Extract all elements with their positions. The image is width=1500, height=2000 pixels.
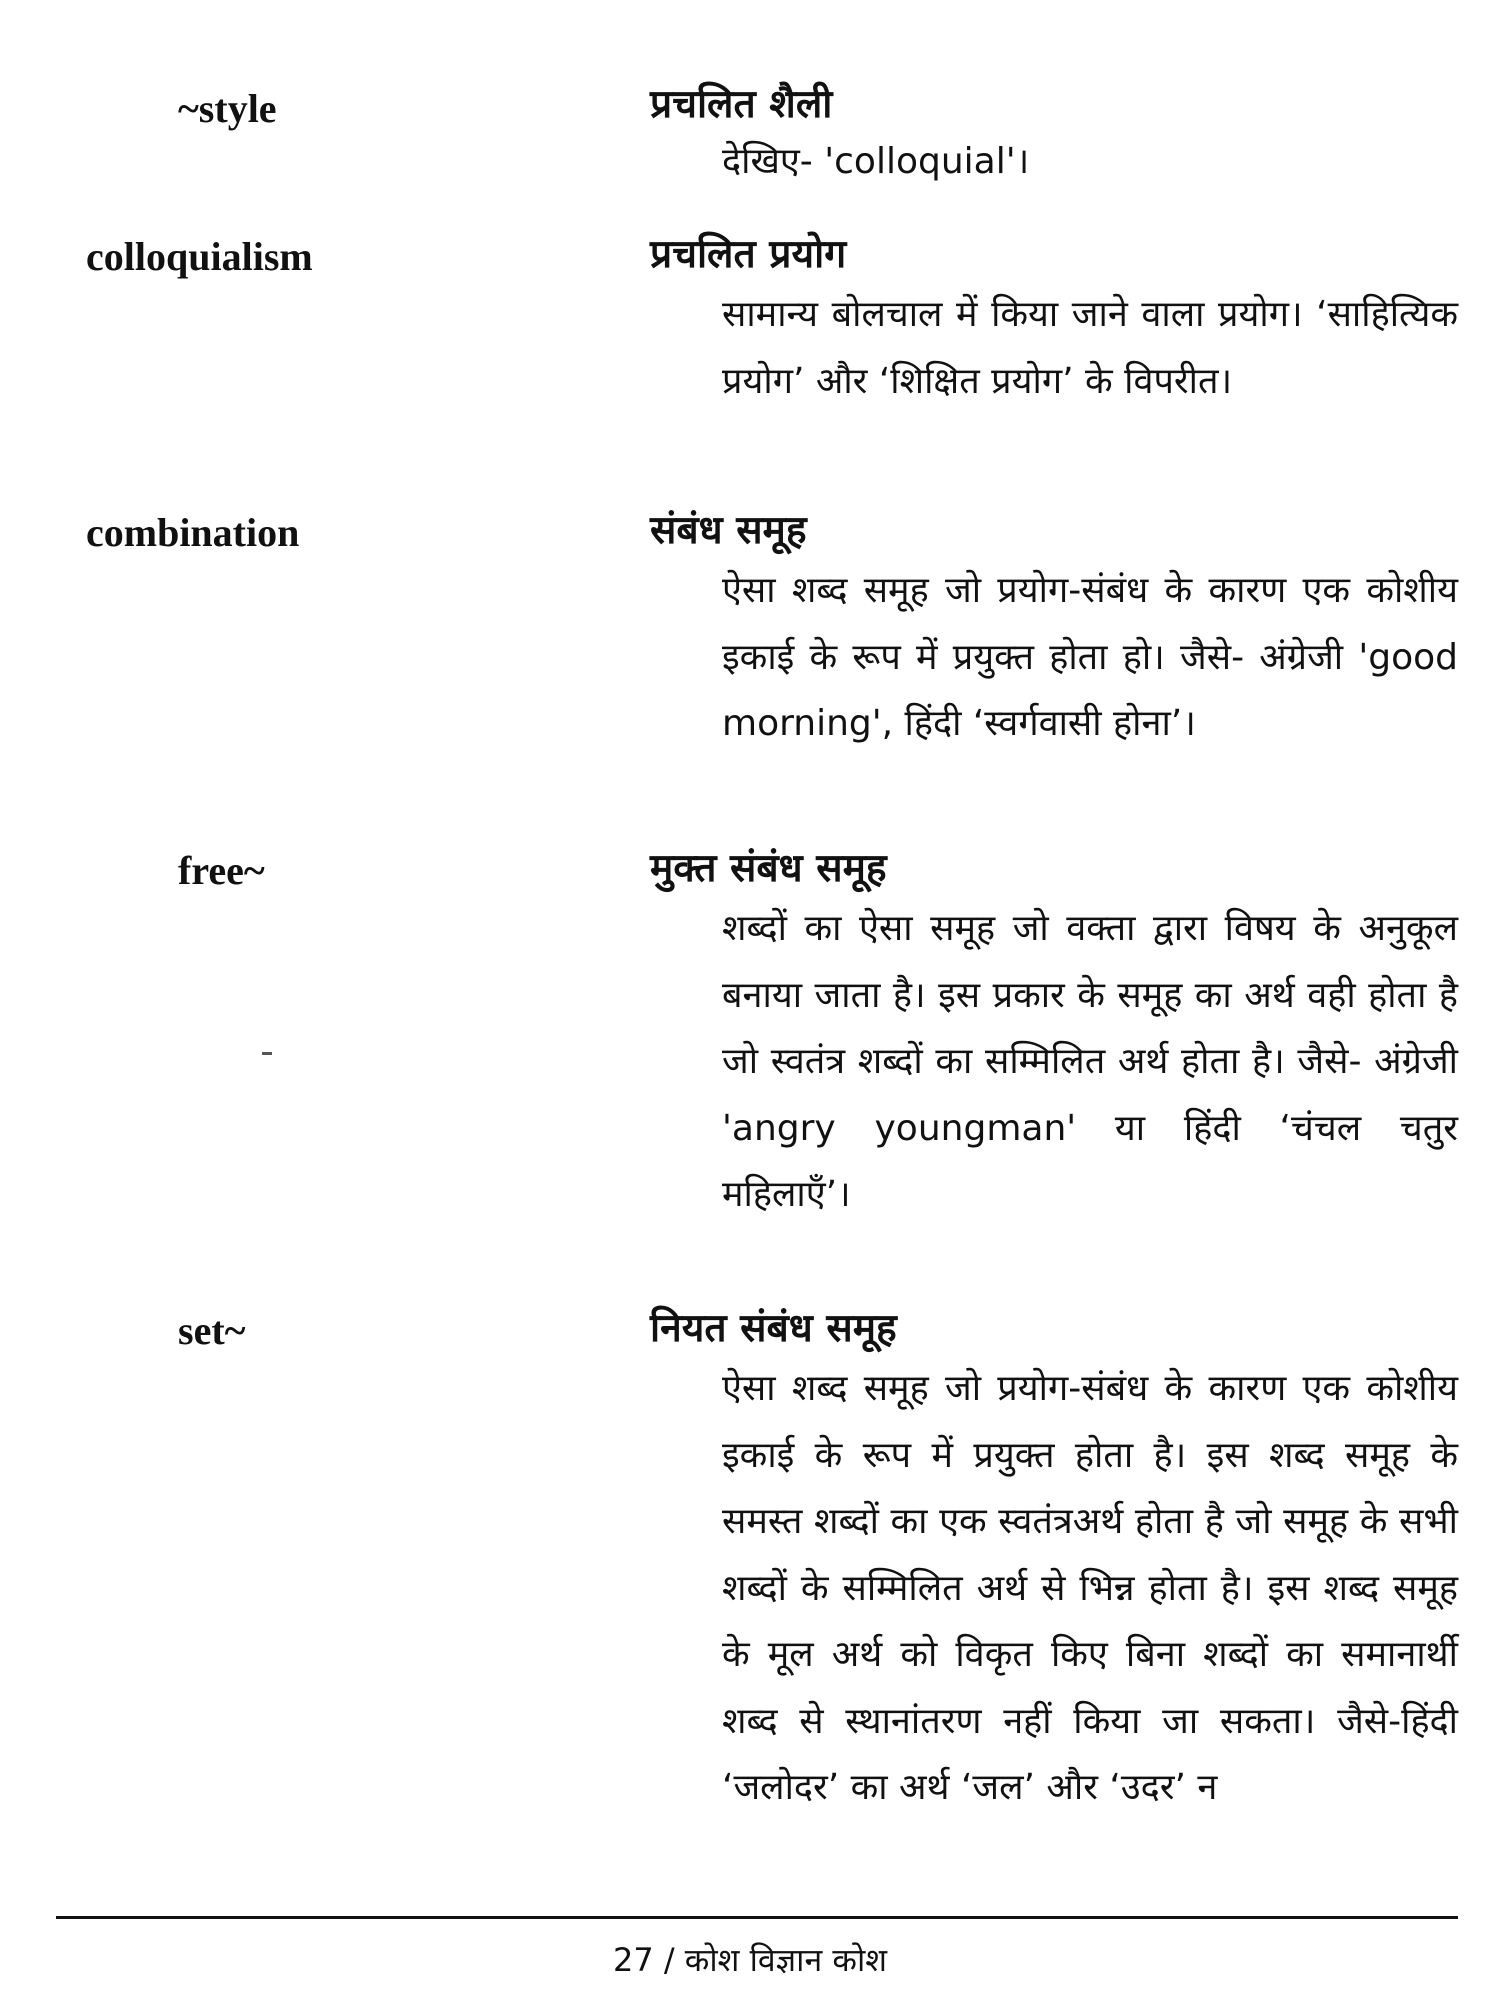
entry-heading: संबंध समूह xyxy=(650,508,807,553)
footer-rule xyxy=(56,1916,1458,1919)
entry-definition: देखिए- 'colloquial'। xyxy=(722,141,1030,182)
entry-heading: प्रचलित शैली xyxy=(650,82,833,127)
entry-heading: नियत संबंध समूह xyxy=(650,1306,897,1351)
entry-heading: प्रचलित प्रयोग xyxy=(650,232,847,277)
entry-definition: ऐसा शब्द समूह जो प्रयोग-संबंध के कारण एक कोशीय इकाई के रूप में प्रयुक्त होता हो। जैसे- अंग्रेजी 'good morning', हिंदी ‘स्वर्गवासी होना’। xyxy=(722,570,1458,744)
entry-term: ~style xyxy=(178,86,277,131)
entry-term: free~ xyxy=(178,848,265,893)
scan-speck xyxy=(262,1052,272,1055)
page-footer: 27 / कोश विज्ञान कोश xyxy=(612,1941,888,1979)
entry-heading: मुक्त संबंध समूह xyxy=(650,846,887,891)
entry-definition: शब्दों का ऐसा समूह जो वक्ता द्वारा विषय के अनुकूल बनाया जाता है। इस प्रकार के समूह का अर्थ वही होता है जो स्वतंत्र शब्दों का सम्मिलित अर्थ होता है। जैसे- अंग्रेजी 'angry youngman' या हिंदी ‘चंचल चतुर महिलाएँ’। xyxy=(722,908,1458,1215)
entry-term: colloquialism xyxy=(86,234,313,279)
entry-term: combination xyxy=(86,510,300,555)
entry-term: set~ xyxy=(178,1308,246,1353)
entry-definition: ऐसा शब्द समूह जो प्रयोग-संबंध के कारण एक कोशीय इकाई के रूप में प्रयुक्त होता है। इस शब्द समूह के समस्त शब्दों का एक स्वतंत्रअर्थ होता है जो समूह के सभी शब्दों के सम्मिलित अर्थ से भिन्न होता है। इस शब्द समूह के मूल अर्थ को विकृत किए बिना शब्दों का समानार्थी शब्द से स्थानांतरण नहीं किया जा सकता। जैसे-हिंदी ‘जलोदर’ का अर्थ ‘जल’ और ‘उदर’ न xyxy=(722,1368,1458,1808)
entry-definition: सामान्य बोलचाल में किया जाने वाला प्रयोग। ‘साहित्यिक प्रयोग’ और ‘शिक्षित प्रयोग’ के विपरीत। xyxy=(722,294,1458,402)
